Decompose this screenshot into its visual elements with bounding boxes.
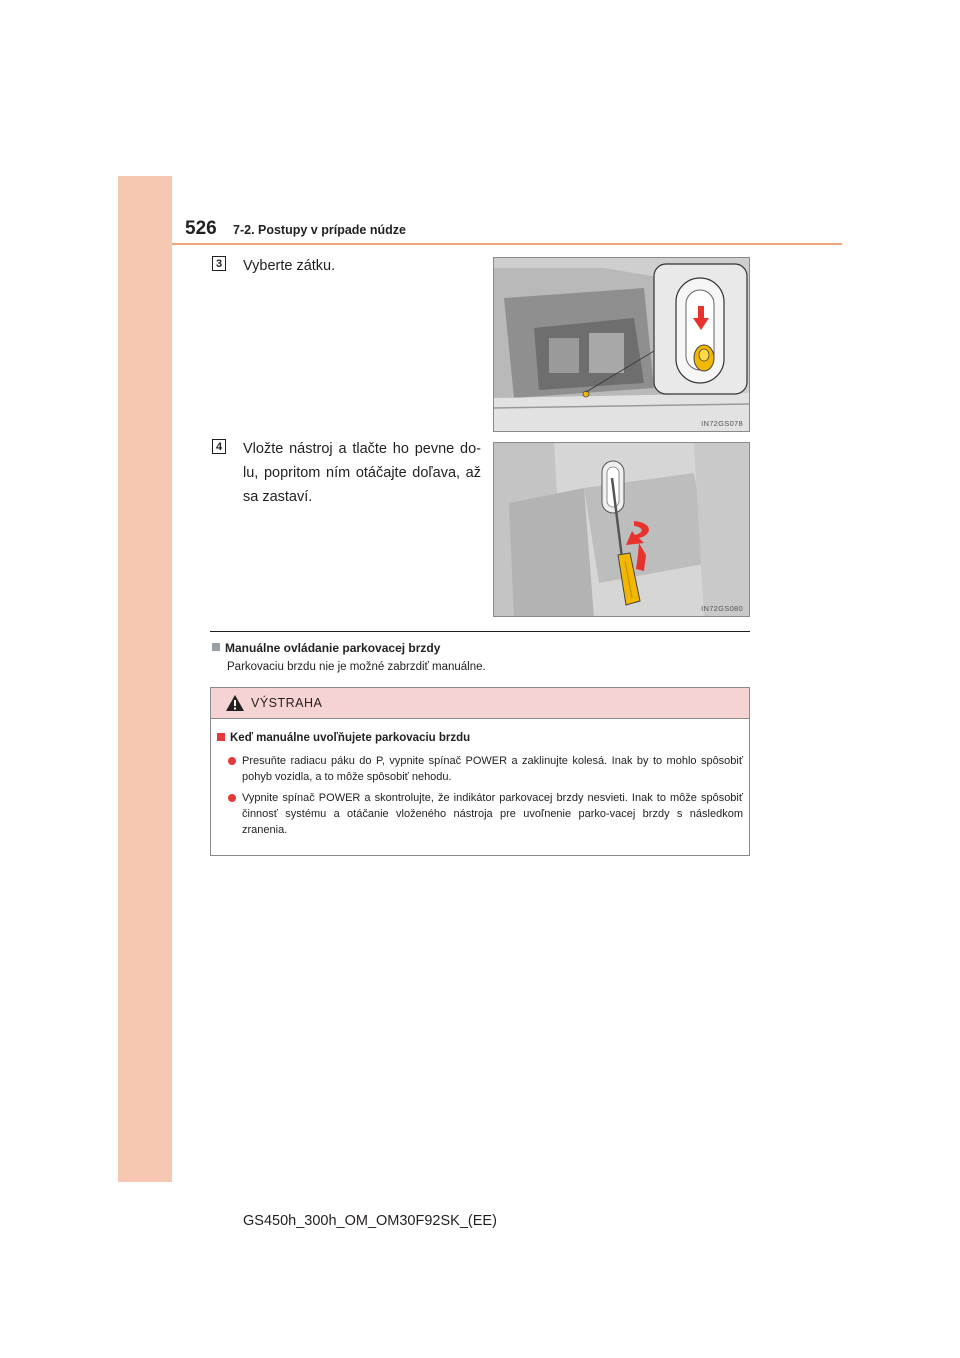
warning-item: Presuňte radiacu páku do P, vypnite spínač POWER a zaklinujte kolesá. Inak by to mohlo spôsobiť pohyb vozidla, a to môže spôsobiť nehodu. [228, 753, 743, 785]
square-bullet-icon [217, 733, 225, 741]
warning-triangle-icon [225, 694, 245, 712]
side-band [118, 176, 172, 1182]
step-3-text: Vyberte zátku. [243, 258, 336, 274]
figure-code: IN72GS080 [701, 604, 743, 613]
plug-removal-figure [493, 257, 750, 432]
trunk-illustration [494, 258, 750, 432]
bullet-dot-icon [228, 757, 236, 765]
section-divider [210, 631, 750, 632]
header-rule [172, 243, 842, 245]
step-4-badge: 4 [212, 439, 226, 454]
note-body: Parkovaciu brzdu nie je možné zabrzdiť manuálne. [227, 661, 486, 673]
square-bullet-icon [212, 643, 220, 651]
page-number: 526 [185, 218, 217, 239]
section-title: 7-2. Postupy v prípade núdze [233, 223, 406, 237]
warning-label: VÝSTRAHA [251, 696, 323, 710]
figure-code: IN72GS078 [701, 419, 743, 428]
step-3-badge: 3 [212, 256, 226, 271]
warning-item: Vypnite spínač POWER a skontrolujte, že indikátor parkovacej brzdy nesvieti. Inak to môže spôsobiť činnosť systému a otáčanie vloženého nástroja pre uvoľnenie parko-vacej brzdy s následkom zranenia. [228, 790, 743, 838]
note-title: Manuálne ovládanie parkovacej brzdy [212, 641, 440, 655]
screwdriver-illustration [494, 443, 750, 617]
footer-model-code: GS450h_300h_OM_OM30F92SK_(EE) [243, 1213, 497, 1229]
warning-title: Keď manuálne uvoľňujete parkovaciu brzdu [217, 732, 470, 744]
warning-box [210, 687, 750, 856]
step-4-text: Vložte nástroj a tlačte ho pevne do-lu, popritom ním otáčajte doľava, až sa zastaví. [243, 441, 481, 505]
bullet-dot-icon [228, 794, 236, 802]
warning-header [211, 688, 749, 719]
screwdriver-insert-figure [493, 442, 750, 617]
